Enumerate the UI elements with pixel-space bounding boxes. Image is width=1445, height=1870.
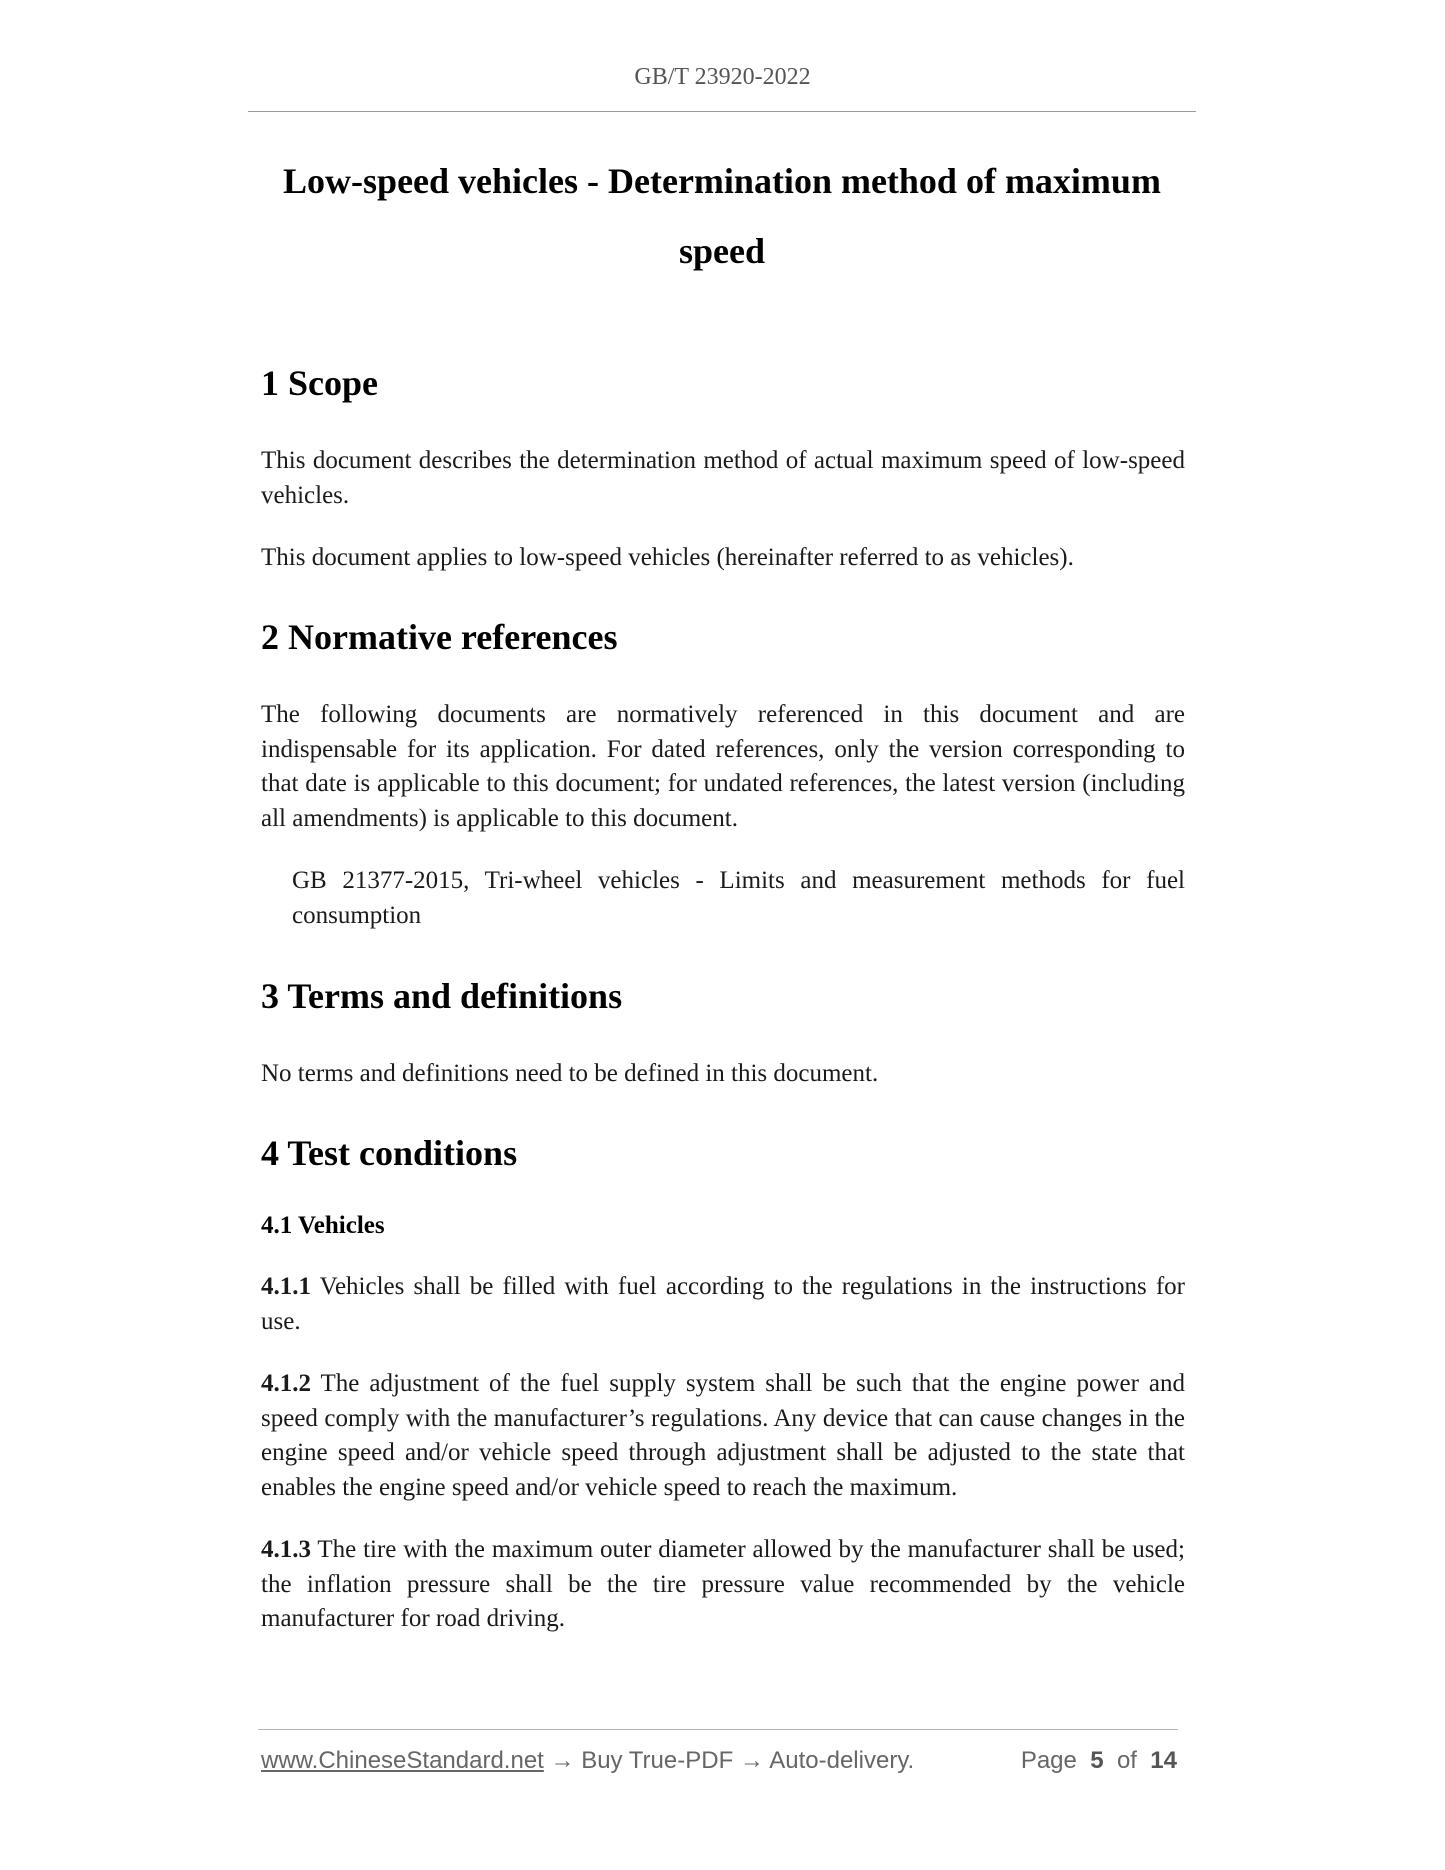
- footer-promo: [261, 1747, 914, 1775]
- scope-paragraph-2: This document applies to low-speed vehicles (hereinafter referred to as vehicles).: [261, 544, 1074, 571]
- page-footer: [261, 1747, 1181, 1781]
- subsection-4-1-heading: 4.1 Vehicles: [261, 1212, 385, 1239]
- document-title: [248, 146, 1196, 286]
- title-line-2: speed: [678, 231, 765, 271]
- page-total: 14: [1150, 1747, 1177, 1774]
- footer-arrow-1: →: [543, 1747, 582, 1774]
- reference-item-gb-21377: GB 21377-2015, Tri-wheel vehicles - Limits and measurement methods for fuel consumption: [292, 867, 1185, 929]
- section-2-heading: 2 Normative references: [261, 617, 618, 657]
- section-3-heading: 3 Terms and definitions: [261, 976, 623, 1016]
- clause-4-1-3-text: The tire with the maximum outer diameter allowed by the manufacturer shall be used; the inflation pressure shall be the tire pressure value recommended by the vehicle manufacturer for road driving.: [261, 1536, 1185, 1632]
- clause-4-1-2-text: The adjustment of the fuel supply system shall be such that the engine power and speed comply with the manufacturer’s regulations. Any device that can cause changes in the engine speed and/or vehicle speed through adjustment shall be adjusted to the state that enables the engine speed and/or vehicle speed to reach the maximum.: [261, 1370, 1185, 1501]
- footer-delivery-text: Auto-delivery.: [769, 1747, 915, 1774]
- clause-4-1-2-number: 4.1.2: [261, 1370, 311, 1397]
- chinesestandard-link[interactable]: www.ChineseStandard.net: [261, 1747, 544, 1774]
- section-4-heading: 4 Test conditions: [261, 1133, 518, 1173]
- footer-divider: [258, 1729, 1178, 1730]
- clause-4-1-3-number: 4.1.3: [261, 1536, 311, 1563]
- page-number: [1021, 1747, 1177, 1775]
- clause-4-1-1: [261, 1270, 1185, 1339]
- clause-4-1-1-text: Vehicles shall be filled with fuel according to the regulations in the instructions for use.: [261, 1273, 1185, 1335]
- normative-references-paragraph: The following documents are normatively referenced in this document and are indispensable for its application. For dated references, only the version corresponding to that date is applicable to this document; for undated references, the latest version (including all amendments) is applicable to this document.: [261, 701, 1185, 832]
- title-line-1: Low-speed vehicles - Determination method of maximum: [283, 161, 1161, 201]
- of-label: of: [1116, 1747, 1137, 1774]
- scope-paragraph-1: This document describes the determination method of actual maximum speed of low-speed vehicles.: [261, 447, 1185, 509]
- header-divider: [248, 111, 1196, 112]
- footer-buy-text: Buy True-PDF: [581, 1747, 734, 1774]
- footer-arrow-2: →: [733, 1747, 770, 1774]
- clause-4-1-3: [261, 1533, 1185, 1637]
- page-current: 5: [1090, 1747, 1104, 1774]
- section-1-heading: 1 Scope: [261, 363, 378, 403]
- terms-paragraph: No terms and definitions need to be defined in this document.: [261, 1060, 879, 1087]
- clause-4-1-1-number: 4.1.1: [261, 1273, 311, 1300]
- clause-4-1-2: [261, 1367, 1185, 1505]
- page-label: Page: [1020, 1747, 1077, 1774]
- document-code-header: GB/T 23920-2022: [634, 64, 811, 90]
